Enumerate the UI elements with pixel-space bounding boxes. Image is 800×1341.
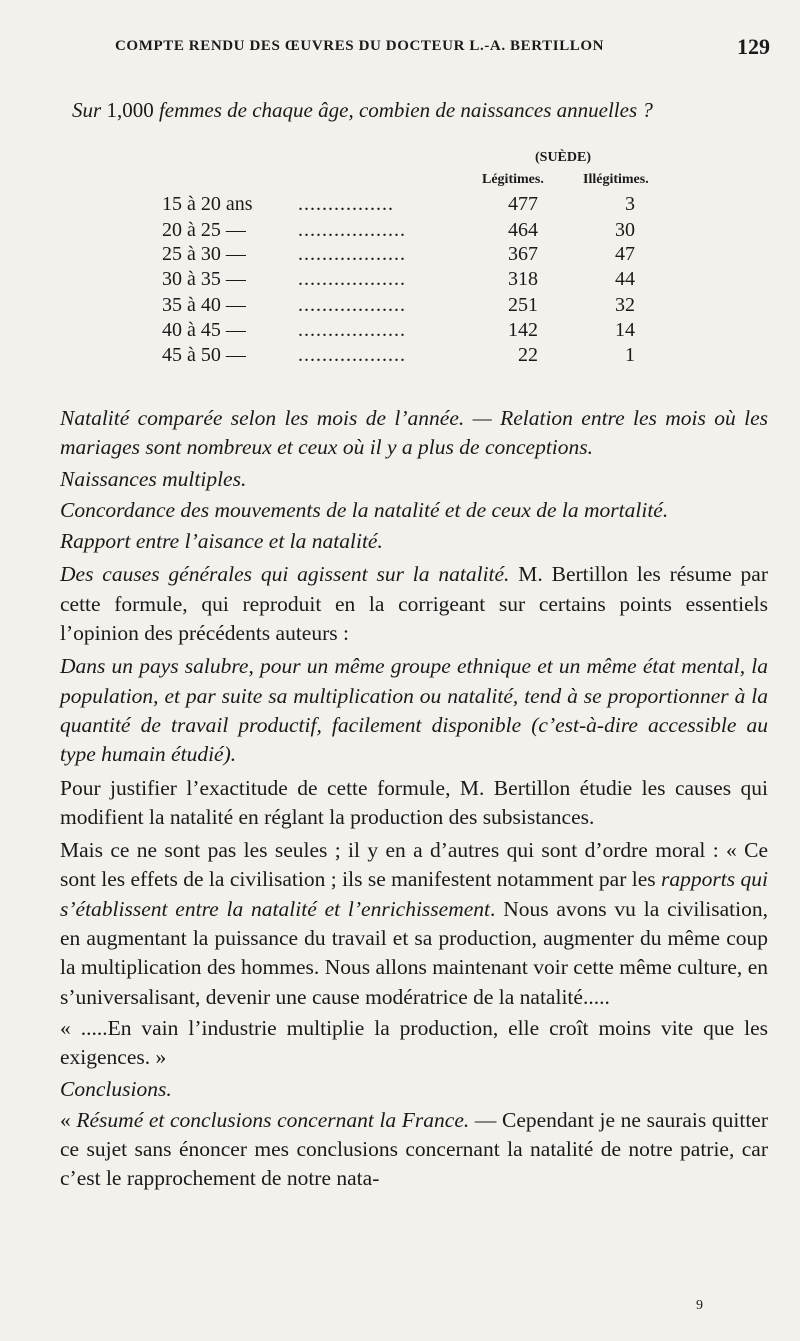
legitimate-value: 251 [508, 294, 538, 316]
table-row [0, 268, 800, 295]
moral-text-b: . Nous avons vu la civilisation, en augmentant la puissance du travail et sa production, augmenter du même coup la multiplication des hommes. Nous allons maintenant voir cette même culture, en s’universalisant, devenir une cause modératrice de la natalité..... [60, 896, 768, 1009]
running-header [60, 34, 770, 68]
column-header-illegitimes: Illégitimes. [583, 172, 649, 187]
age-range: 35 à 40 — [162, 294, 246, 316]
age-range: 20 à 25 — [162, 219, 246, 241]
causes-title: Des causes générales qui agissent sur la natalité. [60, 562, 510, 587]
age-range: 30 à 35 — [162, 268, 246, 290]
paragraph-rapport-aisance: Rapport entre l’aisance et la natalité. [60, 529, 383, 554]
moral-italic: rapports qui s’établissent entre la natalité et l’enrichissement [60, 867, 768, 921]
leader-dots: ................ [298, 193, 394, 215]
table-row [0, 344, 800, 371]
resume-quote: « [60, 1107, 77, 1132]
resume-title: Résumé et conclusions concernant la France. [76, 1107, 470, 1132]
legitimate-value: 464 [508, 219, 538, 241]
legitimate-value: 142 [508, 319, 538, 341]
leader-dots: .................. [298, 219, 406, 241]
illegitimate-value: 32 [615, 294, 635, 316]
signature-mark: 9 [696, 1298, 703, 1313]
age-range: 40 à 45 — [162, 319, 246, 341]
paragraph-concordance: Concordance des mouvements de la natalité et de ceux de la mortalité. [60, 497, 669, 522]
resume-text: — Cependant je ne saurais quitter ce sujet sans énoncer mes conclusions concernant la natalité de notre patrie, car c’est le rapprochement de notre nata- [60, 1107, 769, 1191]
table-row [0, 193, 800, 220]
header-title: COMPTE RENDU DES ŒUVRES DU DOCTEUR L.-A. BERTILLON [115, 38, 605, 54]
caption-part1: Sur [72, 98, 107, 122]
legitimate-value: 367 [508, 243, 538, 265]
paragraph-resume [60, 1106, 768, 1194]
paragraph-formule: Dans un pays salubre, pour un même groupe ethnique et un même état mental, la population, et par suite sa multiplication ou natalité, tend à se proportionner à la quantité de travail productif, facilement disponible (c’est-à-dire accessible au type humain étudié). [60, 654, 768, 767]
illegitimate-value: 30 [615, 219, 635, 241]
paragraph-causes-generales [60, 560, 768, 648]
illegitimate-value: 14 [615, 319, 635, 341]
paragraph-ordre-moral [60, 836, 768, 1012]
leader-dots: .................. [298, 268, 406, 290]
table-caption [72, 98, 752, 123]
page-number: 129 [737, 34, 770, 59]
leader-dots: .................. [298, 243, 406, 265]
illegitimate-value: 44 [615, 268, 635, 290]
illegitimate-value: 3 [625, 193, 635, 215]
age-range: 25 à 30 — [162, 243, 246, 265]
legitimate-value: 22 [518, 344, 538, 366]
leader-dots: .................. [298, 344, 406, 366]
paragraph-naissances-multiples: Naissances multiples. [60, 466, 247, 491]
paragraph-conclusions: Conclusions. [60, 1076, 172, 1101]
paragraph-justifier: Pour justifier l’exactitude de cette formule, M. Bertillon étudie les causes qui modifient la natalité en réglant la production des subsistances. [60, 775, 768, 829]
illegitimate-value: 1 [625, 344, 635, 366]
moral-text-a: Mais ce ne sont pas les seules ; il y en a d’autres qui sont d’ordre moral : « Ce sont les effets de la civilisation ; ils se manifestent notamment par les [60, 838, 768, 892]
table-row [0, 243, 800, 270]
caption-number: 1,000 [106, 98, 154, 122]
table-row [0, 294, 800, 321]
leader-dots: .................. [298, 319, 406, 341]
body-text [60, 404, 768, 1194]
legitimate-value: 477 [508, 193, 538, 215]
column-header-legitimes: Légitimes. [482, 172, 544, 187]
caption-part2: femmes de chaque âge, combien de naissances annuelles ? [153, 98, 653, 122]
paragraph-natalite-mois: Natalité comparée selon les mois de l’année. — Relation entre les mois où les mariages sont nombreux et ceux où il y a plus de conceptions. [60, 406, 768, 460]
table-country: (SUÈDE) [535, 150, 592, 165]
age-range: 45 à 50 — [162, 344, 246, 366]
legitimate-value: 318 [508, 268, 538, 290]
age-range: 15 à 20 ans [162, 193, 253, 215]
leader-dots: .................. [298, 294, 406, 316]
causes-text: M. Bertillon les résume par cette formule, qui reproduit en la corrigeant sur certains points essentiels l’opinion des précédents auteurs : [60, 562, 768, 646]
illegitimate-value: 47 [615, 243, 635, 265]
table-row [0, 219, 800, 246]
table-row [0, 319, 800, 346]
paragraph-industrie: « .....En vain l’industrie multiplie la production, elle croît moins vite que les exigences. » [60, 1015, 768, 1070]
